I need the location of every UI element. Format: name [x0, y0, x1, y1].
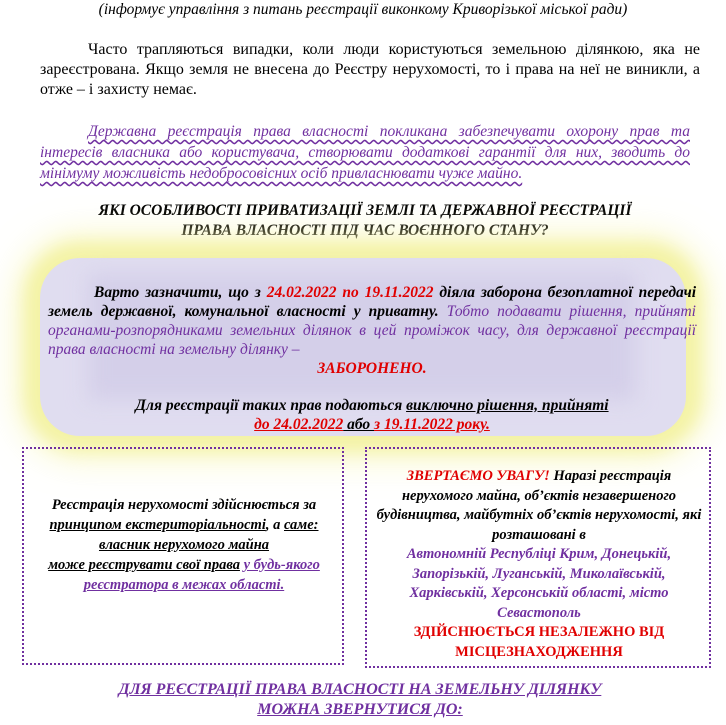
section-heading [40, 201, 690, 241]
right-box-regions: Автономній Республіці Крим, Донецькій, Запорізькій, Луганській, Миколаївській, Харківській, Херсонській області, місто Севастополь [406, 546, 672, 621]
left-box-p2-underlined: саме: власник нерухомого майна [98, 517, 319, 553]
right-box-attention: ЗВЕРТАЄМО УВАГУ! [406, 468, 550, 484]
left-box-p1-underlined: принципом екстериторіальності [49, 517, 266, 533]
ban-post: діяла заборона безоплатної передачі земель державної, комунальної власності у приватну. [48, 284, 697, 320]
right-box-text [372, 467, 706, 662]
ban-forbidden: ЗАБОРОНЕНО. [317, 360, 427, 377]
quote-paragraph [40, 121, 690, 184]
intro-text: Часто трапляються випадки, коли люди користуються земельною ділянкою, яка не зареєстрована. Якщо земля не внесена до Реєстру нерухомості, то і права на неї не виникли, а отже – і захисту немає. [40, 41, 700, 98]
left-box-text [38, 495, 330, 595]
ban-paragraph [48, 283, 696, 378]
left-box-p4-underlined: у будь-якого реєстратора в межах області. [83, 557, 320, 593]
left-box-p2: , а [265, 517, 284, 533]
ban-pre: Варто зазначити, що з [94, 284, 267, 301]
left-box-p1: Реєстрація нерухомості здійснюється за [51, 497, 317, 513]
ban2-pre: Для реєстрації таких прав подаються [135, 397, 407, 414]
ban-purple-text: Тобто подавати рішення, прийняті органами-розпорядниками земельних ділянок в цей проміжок часу, для державної реєстрації права власності на земельну ділянку – [48, 303, 696, 358]
section-heading-line2: ПРАВА ВЛАСНОСТІ ПІД ЧАС ВОЄННОГО СТАНУ? [181, 222, 549, 239]
section-heading-line1: ЯКІ ОСОБЛИВОСТІ ПРИВАТИЗАЦІЇ ЗЕМЛІ ТА ДЕРЖАВНОЇ РЕЄСТРАЦІЇ [98, 202, 632, 219]
ban2-date2: з 19.11.2022 року. [374, 416, 490, 433]
document-subtitle: (інформує управління з питань реєстрації виконкому Криворізької міської ради) [98, 1, 628, 18]
right-box-text-body: Наразі реєстрація нерухомого майна, об’єктів незавершеного будівництва, майбутніх об’єктів нерухомості, які розташовані в [376, 468, 702, 543]
intro-paragraph [40, 40, 700, 100]
ban-dates: 24.02.2022 по 19.11.2022 [266, 284, 434, 301]
bottom-heading-line2: МОЖНА ЗВЕРНУТИСЯ ДО: [257, 701, 463, 718]
bottom-heading [10, 680, 710, 720]
ban2-date1: до 24.02.2022 [254, 416, 344, 433]
quote-text: Державна реєстрація права власності покликана забезпечувати охорону прав та інтересів власника або користувача, створювати додаткові гарантії для них, зводить до мінімуму можливість недобросовісних осіб привласнювати чуже майно. [40, 123, 690, 182]
ban2-or: або [343, 416, 375, 433]
ban2-paragraph [48, 396, 696, 434]
left-box-p3-underlined: може реєструвати свої права [48, 557, 240, 573]
right-box-caps: ЗДІЙСНЮЄТЬСЯ НЕЗАЛЕЖНО ВІД МІСЦЕЗНАХОДЖЕННЯ [413, 624, 665, 660]
bottom-heading-line1: ДЛЯ РЕЄСТРАЦІЇ ПРАВА ВЛАСНОСТІ НА ЗЕМЕЛЬНУ ДІЛЯНКУ [118, 681, 602, 698]
ban2-underlined: виключно рішення, прийняті [406, 397, 609, 414]
